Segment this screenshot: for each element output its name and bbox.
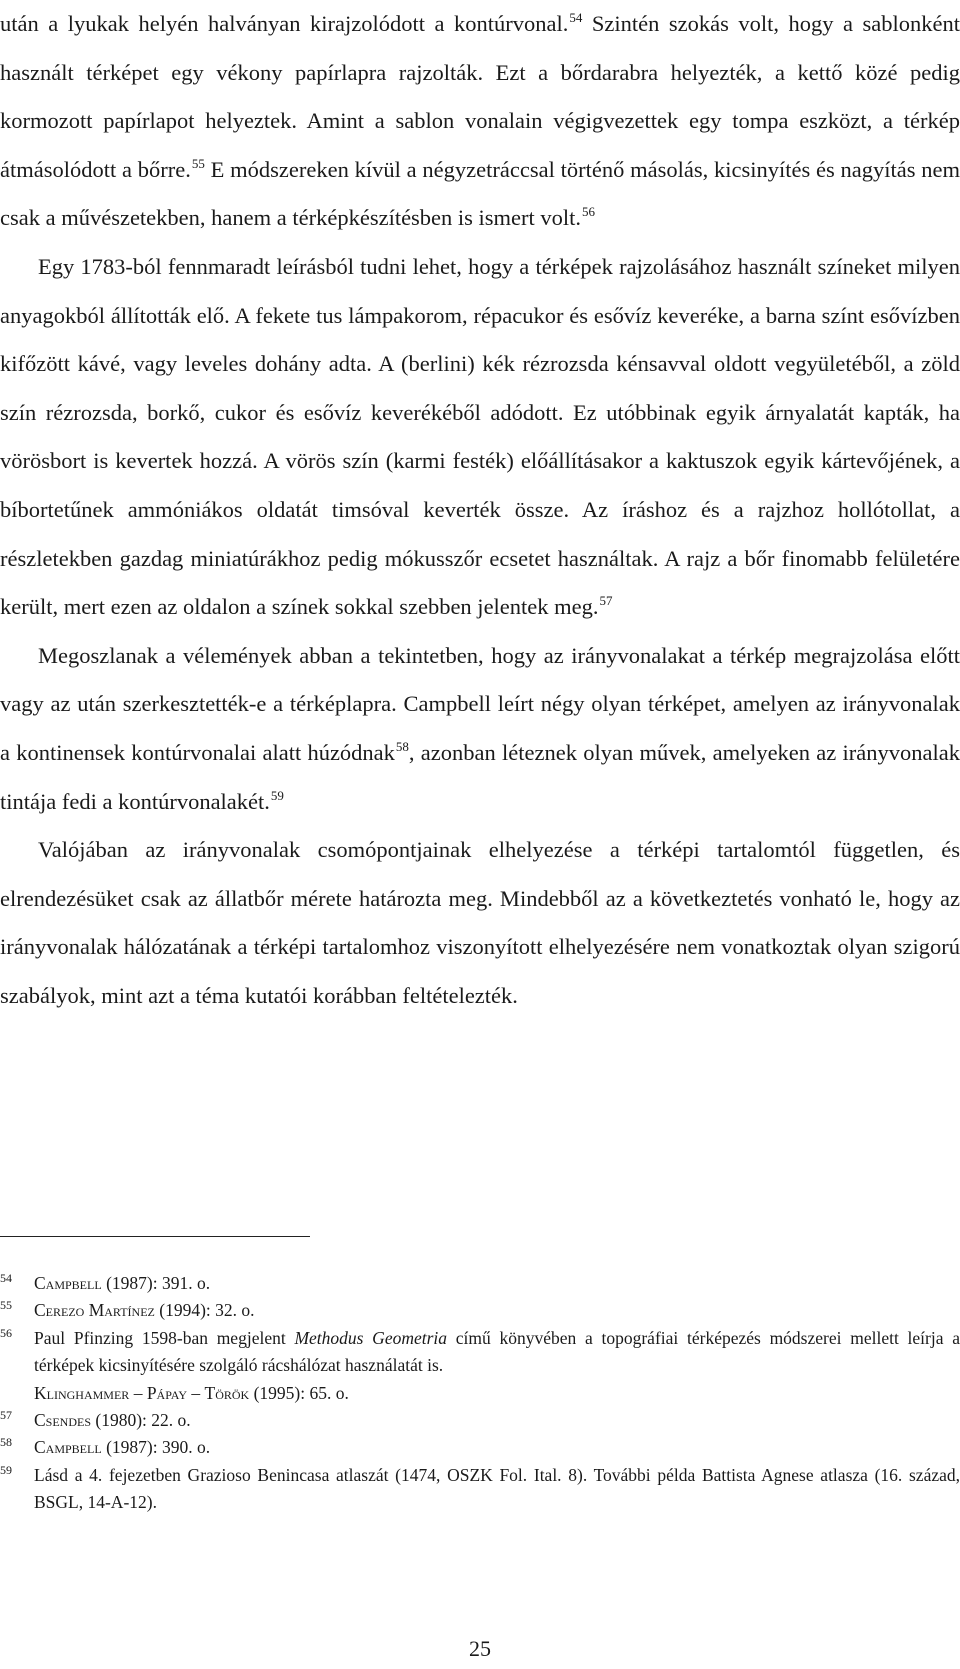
footnote-number: 54: [0, 1271, 12, 1285]
footnote: [0, 1462, 960, 1517]
book-title: Methodus Geometria: [294, 1327, 448, 1348]
footnote-text: (1987): 391. o.: [101, 1273, 211, 1293]
author-name: Török: [204, 1382, 250, 1403]
paragraph-text: , azonban léteznek olyan művek, amelyeken az irányvonalak tintája fedi a kontúrvonalakét.: [0, 739, 960, 814]
paragraph-text: után a lyukak helyén halványan kirajzolódott a kontúrvonal.: [0, 11, 569, 36]
footnote-line: [34, 1407, 960, 1434]
paragraph-text: Egy 1783-ból fennmaradt leírásból tudni lehet, hogy a térképek rajzolásához használt színeket milyen anyagokból állították elő. A fekete tus lámpakorom, répacukor és esővíz keveréke, a barna színt esővízben kifőzött kávé, vagy leveles dohány adta. A (berlini) kék rézrozsda kénsavval oldott vegyületéből, a zöld szín rézrozsda, borkő, cukor és esővíz keverékéből adódott. Ez utóbbinak egyik árnyalatát kapták, ha vörösbort is kevertek hozzá. A vörös szín (karmi festék) előállításakor a kaktuszok egyik kártevőjének, a bíbortetűnek ammóniákos oldatát timsóval keverték össze. Az íráshoz és a rajzhoz hollótollat, a részletekben gazdag miniatúrákhoz pedig mókusszőr ecsetet használtak. A rajz a bőr finomabb felületére került, mert ezen az oldalon a színek sokkal szebben jelentek meg.: [0, 253, 960, 620]
footnote-line: [34, 1380, 960, 1407]
paragraph-text: Szintén szokás volt, hogy a sablonként használt térképet egy vékony papírlapra rajzolták. Ezt a bőrdarabra helyezték, a kettő közé pedig kormozott papírlapot helyeztek. Amint a sablon vonalain végigvezettek egy tompa eszközt, a térkép átmásolódott a bőrre.: [0, 11, 960, 182]
paragraph-text: Valójában az irányvonalak csomópontjainak elhelyezése a térképi tartalomtól független, és elrendezésüket csak az állatbőr mérete határozta meg. Mindebből az a következtetés vonható le, hogy az irányvonalak hálózatának a térképi tartalomhoz viszonyított elhelyezésére nem vonatkoztak olyan szigorú szabályok, mint azt a téma kutatói korábban feltételezték.: [0, 837, 960, 1008]
author-name: Campbell: [34, 1273, 102, 1293]
footnote-line: [34, 1325, 960, 1380]
footnote-number: 55: [0, 1298, 12, 1313]
author-name: Csendes: [34, 1410, 92, 1431]
author-name: Klinghammer: [34, 1382, 130, 1403]
paragraph: [0, 826, 960, 1020]
footnote-number: 58: [0, 1435, 12, 1450]
footnote-reference: 55: [191, 155, 205, 171]
footnote-number: 57: [0, 1408, 12, 1423]
footnote: [0, 1434, 960, 1461]
footnote-text: című könyvében a topográfiai térképezés módszerei mellett leírja a térképek kicsinyítésére szolgáló rácshálózat használatát is.: [34, 1327, 960, 1376]
footnote-reference: 58: [395, 738, 409, 754]
footnote-text: Lásd a 4. fejezetben Grazioso Benincasa atlaszát (1474, OSZK Fol. Ital. 8). További példa Battista Agnese atlasza (16. század, BSGL, 14-A-12).: [34, 1464, 960, 1513]
author-name: Pápay: [146, 1382, 188, 1403]
footnote-line: [34, 1434, 960, 1461]
footnote-text: (1987): 390. o.: [101, 1437, 211, 1458]
footnote-reference: 57: [599, 593, 613, 609]
footnote-line: [34, 1297, 960, 1324]
paragraph: [0, 0, 960, 243]
footnote: [0, 1270, 960, 1297]
paragraph: [0, 632, 960, 826]
author-name: Cerezo Martínez: [34, 1300, 155, 1321]
footnote-line: [34, 1270, 960, 1297]
page-number: 25: [469, 1636, 491, 1661]
footnote-line: [34, 1462, 960, 1517]
footnote-text: (1995): 65. o.: [249, 1382, 349, 1403]
footnote-reference: 54: [569, 10, 583, 25]
footnote-number: 59: [0, 1462, 12, 1477]
footnote-text: –: [129, 1382, 147, 1403]
author-name: Campbell: [34, 1437, 102, 1458]
footnote-text: (1980): 22. o.: [91, 1410, 191, 1431]
footnote-number: 56: [0, 1325, 12, 1340]
footnote: [0, 1297, 960, 1324]
footnote-text: –: [187, 1382, 205, 1403]
paragraph-text: Megoszlanak a vélemények abban a tekintetben, hogy az irányvonalakat a térkép megrajzolása előtt vagy az után szerkesztették-e a térképlapra. Campbell leírt négy olyan térképet, amelyen az irányvonalak a kontinensek kontúrvonalai alatt húzódnak: [0, 642, 960, 765]
footnote-separator: [0, 1236, 310, 1237]
footnotes: [0, 1270, 960, 1517]
paragraph: [0, 243, 960, 632]
footnote: [0, 1325, 960, 1407]
footnote-text: Paul Pfinzing 1598-ban megjelent: [34, 1327, 295, 1348]
footnote-reference: 56: [582, 204, 596, 220]
footnote-text: (1994): 32. o.: [154, 1300, 255, 1321]
footnote-reference: 59: [270, 787, 284, 803]
footnote: [0, 1407, 960, 1434]
paragraph-text: E módszereken kívül a négyzetráccsal történő másolás, kicsinyítés és nagyítás nem csak a művészetekben, hanem a térképkészítésben is ismert volt.: [0, 156, 960, 231]
